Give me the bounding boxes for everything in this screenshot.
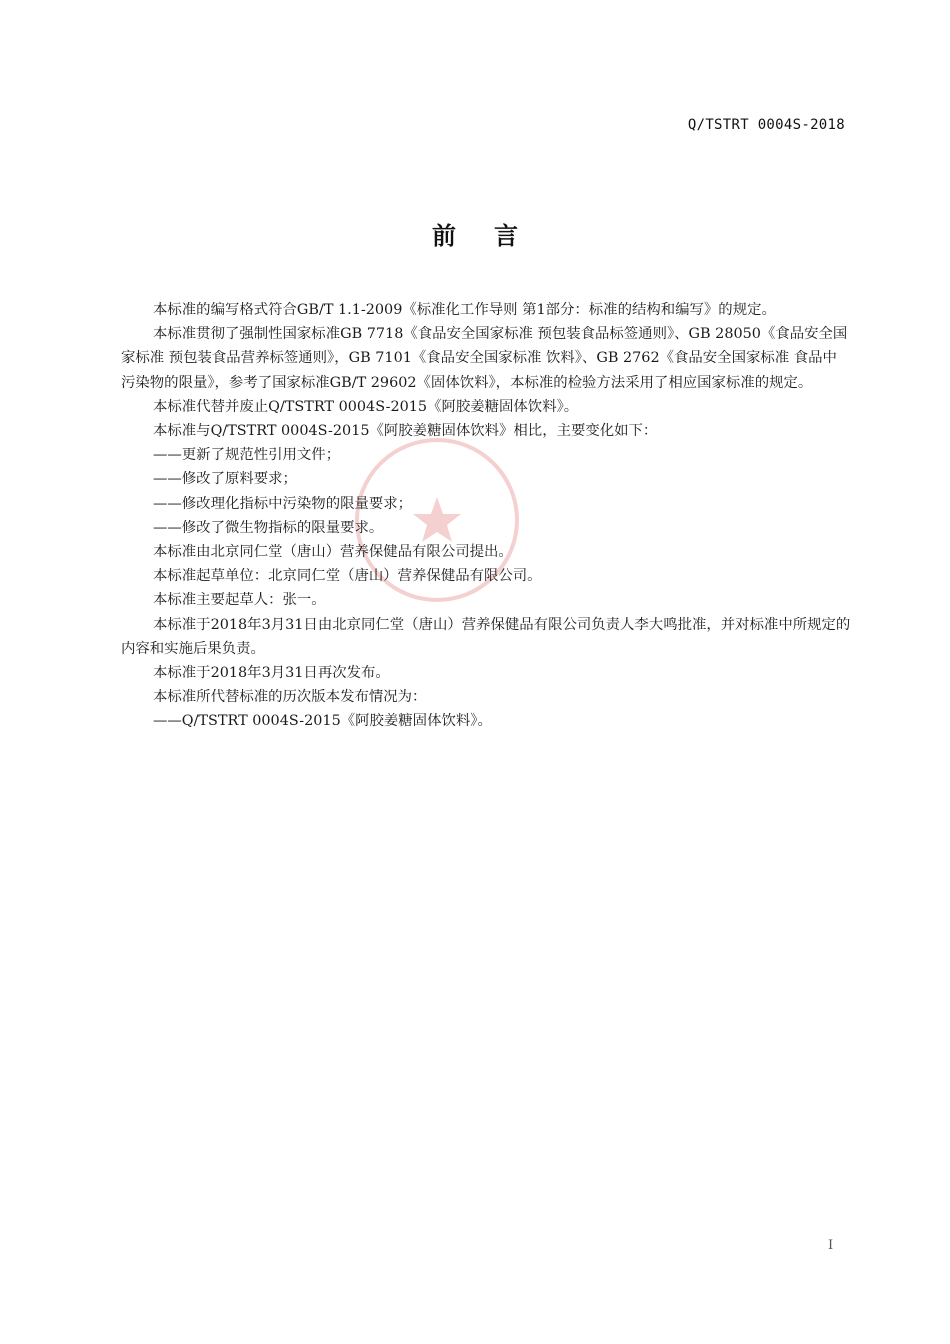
paragraph-approval: 本标准于2018年3月31日由北京同仁堂（唐山）营养保健品有限公司负责人李大鸣批准，并对标准中所规定的内容和实施后果负责。	[121, 616, 851, 657]
change-item: ——修改了微生物指标的限量要求。	[153, 519, 384, 536]
change-item: ——修改理化指标中污染物的限量要求；	[153, 495, 413, 512]
paragraph-proposer: 本标准由北京同仁堂（唐山）营养保健品有限公司提出。	[153, 544, 513, 561]
paragraph-standards-referenced: 本标准贯彻了强制性国家标准GB 7718《食品安全国家标准 预包装食品标签通则》、GB 28050《食品安全国家标准 预包装食品营养标签通则》，GB 7101《食品安全国家标准 饮料》、GB 2762《食品安全国家标准 食品中污染物的限量》，参考了国家标准GB/T 29602《固体饮料》，本标准的检验方法采用了相应国家标准的规定。	[121, 326, 848, 391]
history-item: ——Q/TSTRT 0004S-2015《阿胶姜糖固体饮料》。	[153, 713, 492, 730]
paragraph-drafting-unit: 本标准起草单位：北京同仁堂（唐山）营养保健品有限公司。	[153, 568, 542, 585]
paragraph-drafter: 本标准主要起草人：张一。	[153, 592, 326, 609]
paragraph-history-intro: 本标准所代替标准的历次版本发布情况为：	[153, 689, 427, 706]
paragraph-format: 本标准的编写格式符合GB/T 1.1-2009《标准化工作导则 第1部分：标准的结构和编写》的规定。	[153, 302, 776, 318]
paragraph-republish: 本标准于2018年3月31日再次发布。	[153, 665, 390, 682]
standard-number: Q/TSTRT 0004S-2018	[687, 117, 845, 133]
change-item: ——修改了原料要求；	[153, 471, 297, 488]
page-number: I	[828, 1238, 834, 1253]
paragraph-replaces: 本标准代替并废止Q/TSTRT 0004S-2015《阿胶姜糖固体饮料》。	[153, 398, 579, 415]
paragraph-changes-intro: 本标准与Q/TSTRT 0004S-2015《阿胶姜糖固体饮料》相比，主要变化如下：	[153, 423, 658, 440]
page-title: 前言	[432, 221, 556, 250]
foreword-body	[121, 298, 851, 734]
change-item: ——更新了规范性引用文件；	[153, 447, 341, 464]
